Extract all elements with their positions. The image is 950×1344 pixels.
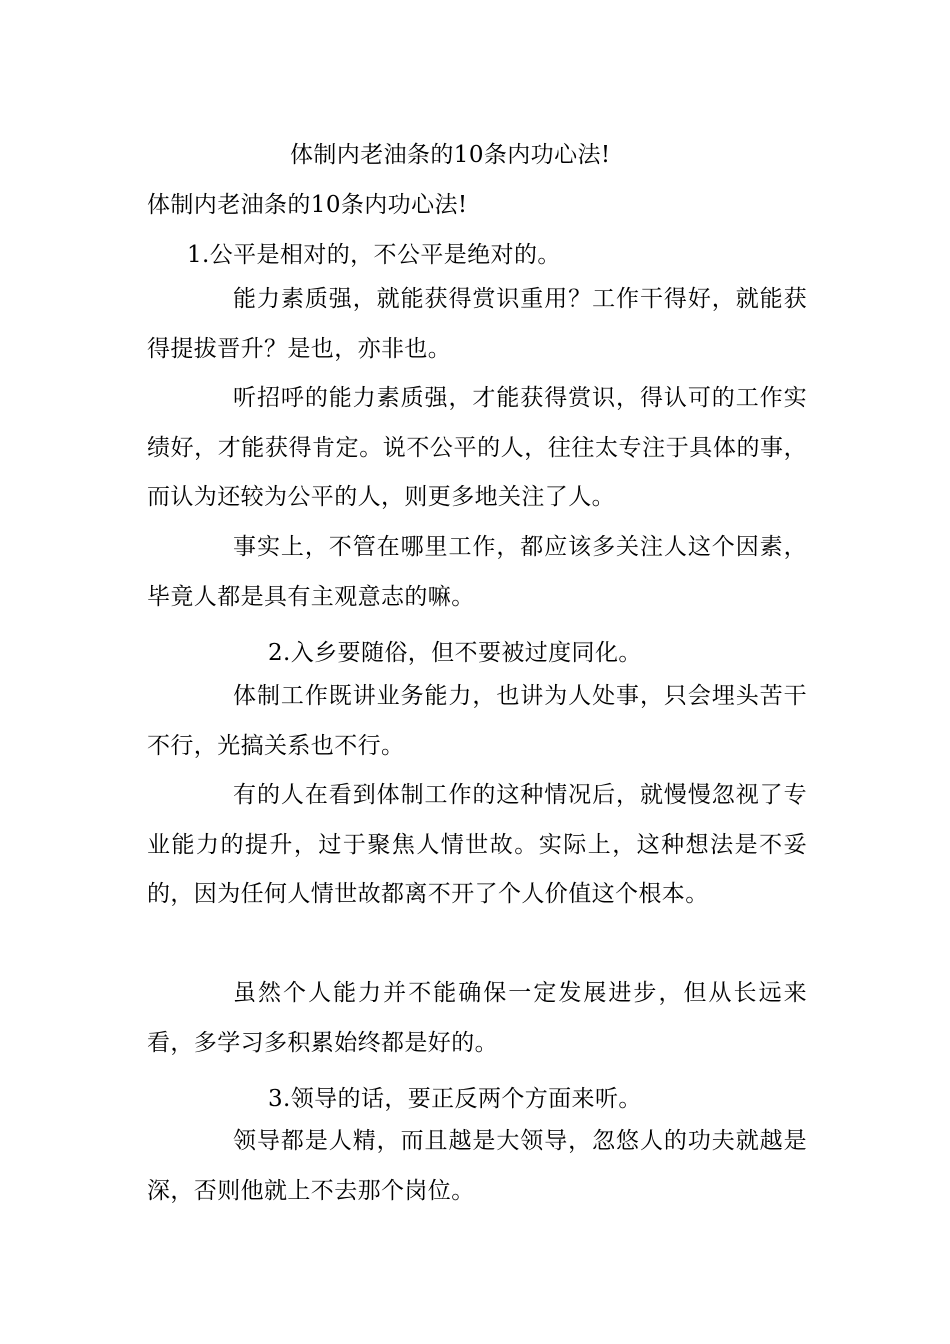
document-title: 体制内老油条的10条内功心法! — [290, 142, 611, 168]
paragraph: 领导都是人精，而且越是大领导，忽悠人的功夫就越是深，否则他就上不去那个岗位。 — [147, 1128, 807, 1204]
paragraph: 体制工作既讲业务能力，也讲为人处事，只会埋头苦干不行，光搞关系也不行。 — [147, 683, 807, 759]
paragraph: 有的人在看到体制工作的这种情况后，就慢慢忽视了专业能力的提升，过于聚焦人情世故。实际上，这种想法是不妥的，因为任何人情世故都离不开了个人价值这个根本。 — [147, 782, 807, 907]
section-heading-3: 3.领导的话，要正反两个方面来听。 — [268, 1086, 642, 1112]
section-heading-1: 1.公平是相对的，不公平是绝对的。 — [187, 242, 561, 268]
paragraph: 虽然个人能力并不能确保一定发展进步，但从长远来看，多学习多积累始终都是好的。 — [147, 980, 807, 1056]
document-subtitle: 体制内老油条的10条内功心法! — [147, 192, 468, 218]
paragraph: 能力素质强，就能获得赏识重用？工作干得好，就能获得提拔晋升？是也，亦非也。 — [147, 286, 807, 362]
section-heading-2: 2.入乡要随俗，但不要被过度同化。 — [268, 640, 642, 666]
paragraph: 听招呼的能力素质强，才能获得赏识，得认可的工作实绩好，才能获得肯定。说不公平的人，往往太专注于具体的事，而认为还较为公平的人，则更多地关注了人。 — [147, 385, 807, 510]
paragraph: 事实上，不管在哪里工作，都应该多关注人这个因素，毕竟人都是具有主观意志的嘛。 — [147, 534, 807, 610]
